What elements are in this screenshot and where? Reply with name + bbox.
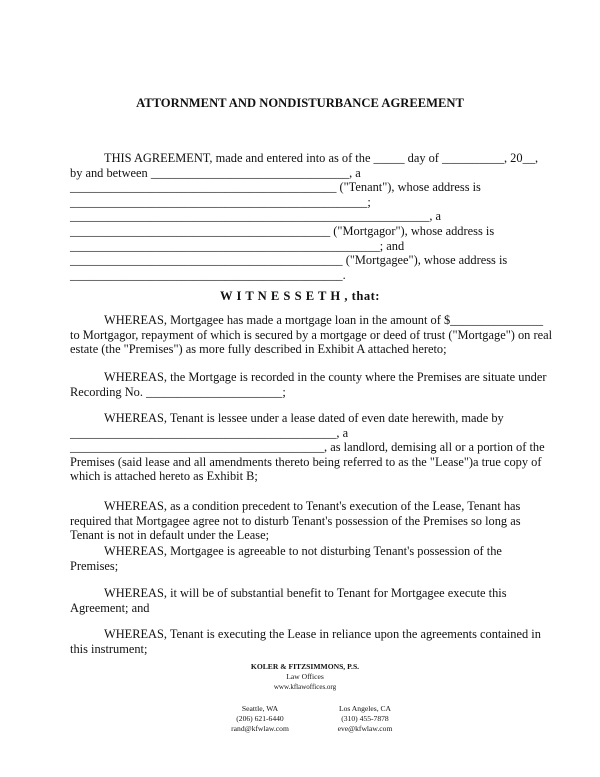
text-line: WHEREAS, as a condition precedent to Tenant's execution of the Lease, Tenant has: [104, 499, 521, 513]
office-seattle-phone: (206) 621-6440: [236, 714, 284, 723]
text-line: ____________________________________________.: [70, 267, 346, 282]
office-los-angeles-phone: (310) 455-7878: [341, 714, 389, 723]
text-line: Premises;: [70, 558, 119, 573]
text-line: WHEREAS, Mortgagee is agreeable to not disturbing Tenant's possession of the: [104, 544, 502, 558]
text-line: to Mortgagor, repayment of which is secured by a mortgage or deed of trust ("Mortgage") on real: [70, 327, 553, 342]
text-line: THIS AGREEMENT, made and entered into as of the _____ day of __________, 20__,: [104, 151, 539, 165]
text-line: required that Mortgagee agree not to disturb Tenant's possession of the Premises so long as: [70, 513, 521, 528]
text-line: this instrument;: [70, 641, 148, 656]
text-line: __________________________________________________________, a: [70, 209, 442, 224]
office-los-angeles-email[interactable]: eve@kfwlaw.com: [337, 724, 393, 733]
firm-subtitle: Law Offices: [286, 672, 324, 681]
office-seattle-city: Seattle, WA: [241, 704, 279, 713]
text-line: ___________________________________________, a: [70, 425, 349, 440]
text-line: ____________________________________________ ("Mortgagee"), whose address is: [70, 253, 508, 268]
office-los-angeles-city: Los Angeles, CA: [338, 704, 392, 713]
firm-name: KOLER & FITZSIMMONS, P.S.: [250, 662, 360, 671]
text-line: WHEREAS, Tenant is executing the Lease in reliance upon the agreements contained in: [104, 627, 541, 641]
text-line: estate (the "Premises") as more fully described in Exhibit A attached hereto;: [70, 342, 447, 357]
text-line: __________________________________________________; and: [70, 238, 405, 253]
office-seattle-email[interactable]: rand@kfwlaw.com: [231, 724, 289, 733]
firm-website[interactable]: www.kflawoffices.org: [273, 683, 337, 691]
text-line: Premises (said lease and all amendments thereto being referred to as the "Lease")a true copy of: [70, 454, 542, 469]
text-line: WHEREAS, it will be of substantial benefit to Tenant for Mortgagee execute this: [104, 586, 507, 600]
text-line: Agreement; and: [70, 600, 150, 615]
text-line: __________________________________________ ("Mortgagor"), whose address is: [70, 224, 495, 238]
text-line: ___________________________________________ ("Tenant"), whose address is: [70, 180, 481, 195]
text-line: WHEREAS, Mortgagee has made a mortgage loan in the amount of $_______________: [104, 313, 544, 327]
text-line: Recording No. ______________________;: [70, 384, 286, 399]
document-title: ATTORNMENT AND NONDISTURBANCE AGREEMENT: [136, 96, 464, 110]
witnesseth-heading: W I T N E S S E T H , that:: [219, 289, 381, 303]
text-line: Tenant is not in default under the Lease;: [70, 528, 270, 543]
text-line: by and between ________________________________, a: [70, 165, 361, 180]
text-line: _________________________________________, as landlord, demising all or a portion of the: [70, 440, 545, 455]
text-line: WHEREAS, the Mortgage is recorded in the county where the Premises are situate under: [104, 370, 547, 384]
text-line: WHEREAS, Tenant is lessee under a lease dated of even date herewith, made by: [104, 411, 504, 425]
text-line: ________________________________________________;: [70, 194, 371, 209]
text-line: which is attached hereto as Exhibit B;: [70, 469, 258, 484]
